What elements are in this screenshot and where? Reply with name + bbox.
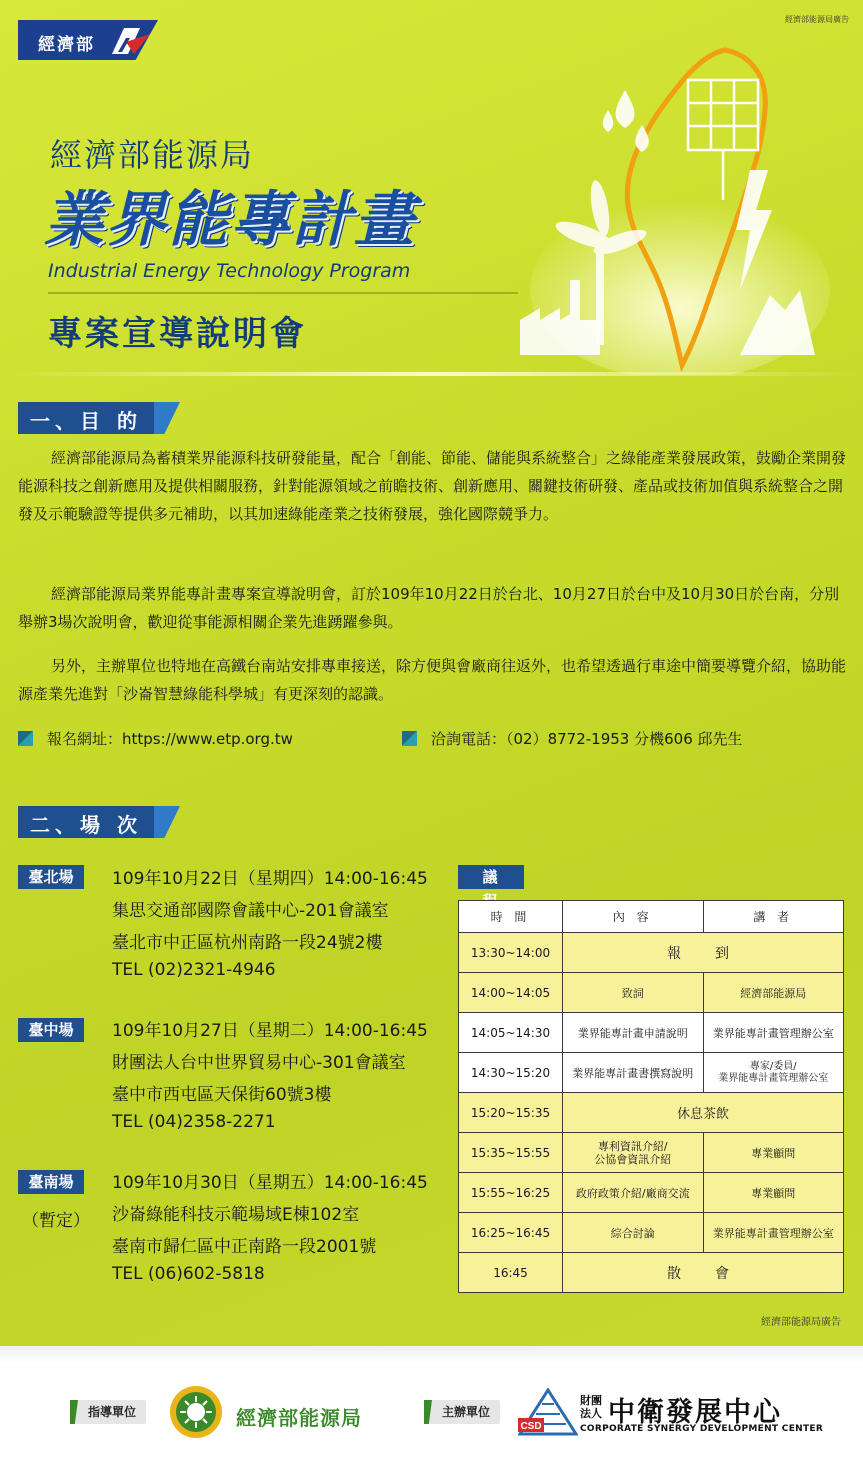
venue-tag-taipei: 臺北場 <box>18 865 84 889</box>
agenda-content: 業界能專計畫書撰寫說明 <box>563 1053 704 1093</box>
venue-taipei-tel: TEL (02)2321-4946 <box>112 960 276 980</box>
agenda-time: 13:30~14:00 <box>459 933 563 973</box>
table-row <box>459 1093 844 1133</box>
agenda-content: 報 到 <box>563 933 844 973</box>
footer-stripe <box>0 1346 863 1364</box>
venue-taichung-address: 臺中市西屯區天保街60號3樓 <box>112 1085 332 1105</box>
agenda-time: 14:05~14:30 <box>459 1013 563 1053</box>
ministry-logo-icon <box>104 24 152 58</box>
agenda-speaker: 專業顧問 <box>703 1173 844 1213</box>
water-drop-icon <box>603 90 649 152</box>
host-org-name: 中衛發展中心 <box>608 1397 782 1428</box>
agenda-header-speaker: 講 者 <box>703 901 844 933</box>
title-divider <box>48 292 518 294</box>
agenda-time: 15:20~15:35 <box>459 1093 563 1133</box>
venue-tainan-address: 臺南市歸仁區中正南路一段2001號 <box>112 1237 377 1257</box>
guide-org-name: 經濟部能源局 <box>236 1406 362 1430</box>
venue-tainan-tentative: （暫定） <box>22 1211 90 1231</box>
agenda-tag: 議 <box>458 865 524 889</box>
guide-unit-label: 指導單位 <box>70 1400 146 1424</box>
agenda-time: 15:55~16:25 <box>459 1173 563 1213</box>
table-row <box>459 1253 844 1293</box>
agenda-header-time: 時 間 <box>459 901 563 933</box>
agenda-content: 業界能專計畫申請說明 <box>563 1013 704 1053</box>
bullet-square-icon <box>18 731 33 746</box>
section-sessions-tab: 二、場 次 <box>18 806 154 838</box>
ministry-badge-text: 經濟部 <box>38 35 95 55</box>
agenda-time: 14:00~14:05 <box>459 973 563 1013</box>
section-purpose-tab: 一、目 的 <box>18 402 154 434</box>
venue-taipei-place: 集思交通部國際會議中心-201會議室 <box>112 901 389 921</box>
contact-row <box>402 728 743 749</box>
agenda-time: 16:25~16:45 <box>459 1213 563 1253</box>
agenda-speaker: 經濟部能源局 <box>703 973 844 1013</box>
energy-illustration <box>500 30 830 375</box>
table-row <box>459 1133 844 1173</box>
venue-tainan-date: 109年10月30日（星期五）14:00-16:45 <box>112 1173 428 1193</box>
program-title: 業界能專計畫 <box>44 185 416 255</box>
ad-footnote: 經濟部能源局廣告 <box>761 1317 841 1328</box>
agenda-content: 專利資訊介紹/ 公協會資訊介紹 <box>563 1133 704 1173</box>
table-row <box>459 1053 844 1093</box>
venue-taipei-date: 109年10月22日（星期四）14:00-16:45 <box>112 869 428 889</box>
agenda-content: 政府政策介紹/廠商交流 <box>563 1173 704 1213</box>
csd-logo-icon <box>518 1388 578 1436</box>
venue-taichung-date: 109年10月27日（星期二）14:00-16:45 <box>112 1021 428 1041</box>
agenda-time: 14:30~15:20 <box>459 1053 563 1093</box>
agenda-content: 散 會 <box>563 1253 844 1293</box>
signup-url[interactable]: 報名網址：https://www.etp.org.tw <box>47 730 293 748</box>
venue-taichung-tel: TEL (04)2358-2271 <box>112 1112 276 1132</box>
venue-tag-taichung: 臺中場 <box>18 1018 84 1042</box>
agenda-speaker: 業界能專計畫管理辦公室 <box>703 1213 844 1253</box>
host-unit-label: 主辦單位 <box>424 1400 500 1424</box>
agenda-time: 15:35~15:55 <box>459 1133 563 1173</box>
venue-tainan-place: 沙崙綠能科技示範場域E棟102室 <box>112 1205 360 1225</box>
agenda-speaker: 專業顧問 <box>703 1133 844 1173</box>
contact-phone: 洽詢電話：（02）8772-1953 分機606 邱先生 <box>431 730 743 748</box>
host-org-prefix: 財團法人 <box>580 1394 602 1420</box>
csd-abbr: CSD <box>520 1421 542 1432</box>
event-title: 專案宣導說明會 <box>48 314 307 354</box>
top-note: 經濟部能源局廣告 <box>785 15 849 24</box>
venue-taipei-address: 臺北市中正區杭州南路一段24號2樓 <box>112 933 383 953</box>
agenda-content: 綜合討論 <box>563 1213 704 1253</box>
purpose-paragraph-3: 另外，主辦單位也特地在高鐵台南站安排專車接送，除方便與會廠商往返外，也希望透過行車途中簡要導覽介紹，協助能源產業先進對「沙崙智慧綠能科學城」有更深刻的認識。 <box>18 657 847 703</box>
signup-row <box>18 728 293 749</box>
program-title-en: Industrial Energy Technology Program <box>48 260 411 282</box>
bullet-square-icon <box>402 731 417 746</box>
energy-bureau-seal-icon <box>168 1384 224 1440</box>
venue-taichung-place: 財團法人台中世界貿易中心-301會議室 <box>112 1053 406 1073</box>
agenda-table <box>458 900 844 1293</box>
host-org-name-en: CORPORATE SYNERGY DEVELOPMENT CENTER <box>580 1424 824 1434</box>
table-row <box>459 933 844 973</box>
table-row <box>459 973 844 1013</box>
venue-tag-tainan: 臺南場 <box>18 1170 84 1194</box>
glow-divider <box>0 372 863 376</box>
agenda-content: 休息茶飲 <box>563 1093 844 1133</box>
org-name: 經濟部能源局 <box>50 136 255 174</box>
agenda-speaker: 專家/委員/ 業界能專計畫管理辦公室 <box>703 1053 844 1093</box>
purpose-paragraph-1: 經濟部能源局為蓄積業界能源科技研發能量，配合「創能、節能、儲能與系統整合」之綠能產業發展政策，鼓勵企業開發能源科技之創新應用及提供相關服務，針對能源領域之前瞻技術、創新應用、關鍵技術研發、產品或技術加值與系統整合之開發及示範驗證等提供多元補助，以其加速綠能產業之技術發展，強化國際競爭力。 <box>18 449 847 523</box>
agenda-header-content: 內 容 <box>563 901 704 933</box>
agenda-speaker: 業界能專計畫管理辦公室 <box>703 1013 844 1053</box>
purpose-paragraph-2: 經濟部能源局業界能專計畫專案宣導說明會，訂於109年10月22日於台北、10月27日於台中及10月30日於台南，分別舉辦3場次說明會，歡迎從事能源相關企業先進踴躍參與。 <box>18 585 840 631</box>
table-row <box>459 1013 844 1053</box>
agenda-content: 致詞 <box>563 973 704 1013</box>
table-row <box>459 1173 844 1213</box>
agenda-time: 16:45 <box>459 1253 563 1293</box>
table-row <box>459 1213 844 1253</box>
venue-tainan-tel: TEL (06)602-5818 <box>112 1264 265 1284</box>
